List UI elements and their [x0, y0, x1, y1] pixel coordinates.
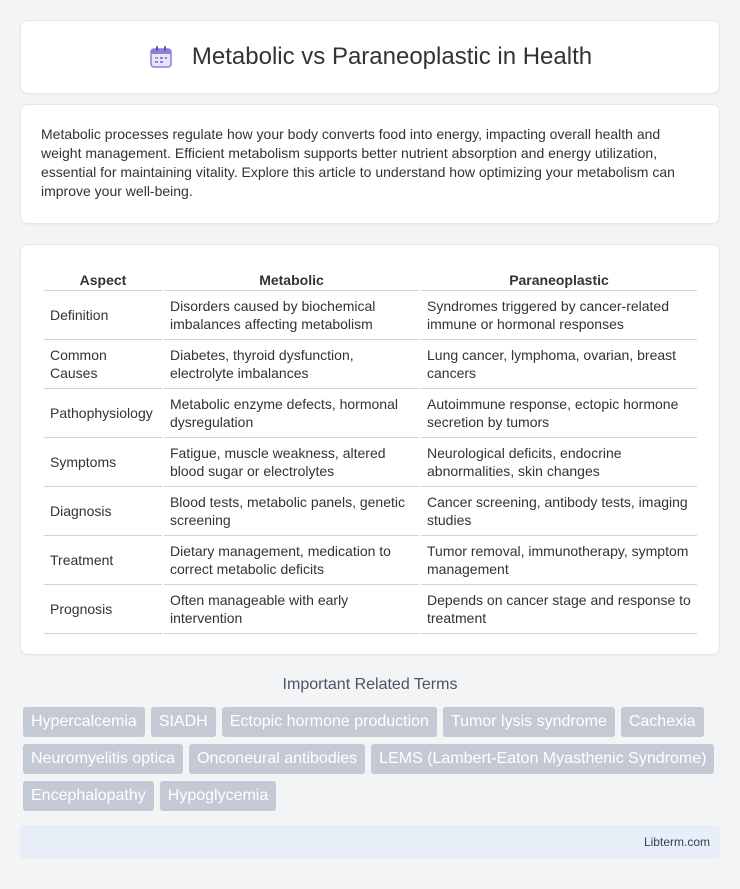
table-row: [44, 438, 697, 487]
intro-card: [20, 104, 720, 224]
term-tag[interactable]: Hypoglycemia: [160, 781, 276, 811]
metabolic-cell: Fatigue, muscle weakness, altered blood sugar or electrolytes: [164, 438, 419, 487]
paraneoplastic-cell: Lung cancer, lymphoma, ovarian, breast cancers: [421, 340, 697, 389]
paraneoplastic-cell: Depends on cancer stage and response to treatment: [421, 585, 697, 634]
table-row: [44, 487, 697, 536]
footer: [20, 825, 720, 859]
metabolic-cell: Diabetes, thyroid dysfunction, electrolyte imbalances: [164, 340, 419, 389]
header-aspect: Aspect: [44, 265, 162, 291]
paraneoplastic-cell: Syndromes triggered by cancer-related immune or hormonal responses: [421, 291, 697, 340]
page-title: Metabolic vs Paraneoplastic in Health: [191, 43, 593, 70]
metabolic-cell: Dietary management, medication to correct metabolic deficits: [164, 536, 419, 585]
table-row: [44, 585, 697, 634]
aspect-cell: Pathophysiology: [44, 389, 162, 438]
paraneoplastic-cell: Autoimmune response, ectopic hormone secretion by tumors: [421, 389, 697, 438]
term-tag[interactable]: Encephalopathy: [23, 781, 154, 811]
metabolic-cell: Often manageable with early intervention: [164, 585, 419, 634]
table-header-row: [44, 265, 697, 291]
metabolic-cell: Disorders caused by biochemical imbalances affecting metabolism: [164, 291, 419, 340]
header-paraneoplastic: Paraneoplastic: [421, 265, 697, 291]
paraneoplastic-cell: Neurological deficits, endocrine abnormalities, skin changes: [421, 438, 697, 487]
aspect-cell: Diagnosis: [44, 487, 162, 536]
table-row: [44, 340, 697, 389]
term-tag[interactable]: Onconeural antibodies: [189, 744, 365, 774]
aspect-cell: Symptoms: [44, 438, 162, 487]
term-tag[interactable]: SIADH: [151, 707, 216, 737]
term-tag[interactable]: Hypercalcemia: [23, 707, 145, 737]
table-row: [44, 536, 697, 585]
aspect-cell: Prognosis: [44, 585, 162, 634]
related-terms-list: [23, 707, 723, 811]
comparison-table: [42, 265, 699, 634]
table-row: [44, 389, 697, 438]
header-card: [20, 20, 720, 94]
paraneoplastic-cell: Cancer screening, antibody tests, imaging studies: [421, 487, 697, 536]
aspect-cell: Common Causes: [44, 340, 162, 389]
aspect-cell: Treatment: [44, 536, 162, 585]
comparison-card: [20, 244, 720, 655]
aspect-cell: Definition: [44, 291, 162, 340]
term-tag[interactable]: Cachexia: [621, 707, 704, 737]
paraneoplastic-cell: Tumor removal, immunotherapy, symptom management: [421, 536, 697, 585]
footer-site-link[interactable]: Libterm.com: [643, 835, 710, 849]
term-tag[interactable]: Neuromyelitis optica: [23, 744, 183, 774]
term-tag[interactable]: Ectopic hormone production: [222, 707, 437, 737]
intro-text: Metabolic processes regulate how your body converts food into energy, impacting overall health and weight management. Efficient metabolism supports better nutrient absorption and energy utilization, essential for maintaining vitality. Explore this article to understand how optimizing your metabolism can improve your well-being.: [41, 126, 675, 199]
calendar-icon: [148, 44, 174, 70]
related-terms-title: Important Related Terms: [282, 676, 458, 693]
term-tag[interactable]: Tumor lysis syndrome: [443, 707, 615, 737]
metabolic-cell: Metabolic enzyme defects, hormonal dysregulation: [164, 389, 419, 438]
header-metabolic: Metabolic: [164, 265, 419, 291]
table-row: [44, 291, 697, 340]
term-tag[interactable]: LEMS (Lambert-Eaton Myasthenic Syndrome): [371, 744, 714, 774]
metabolic-cell: Blood tests, metabolic panels, genetic screening: [164, 487, 419, 536]
